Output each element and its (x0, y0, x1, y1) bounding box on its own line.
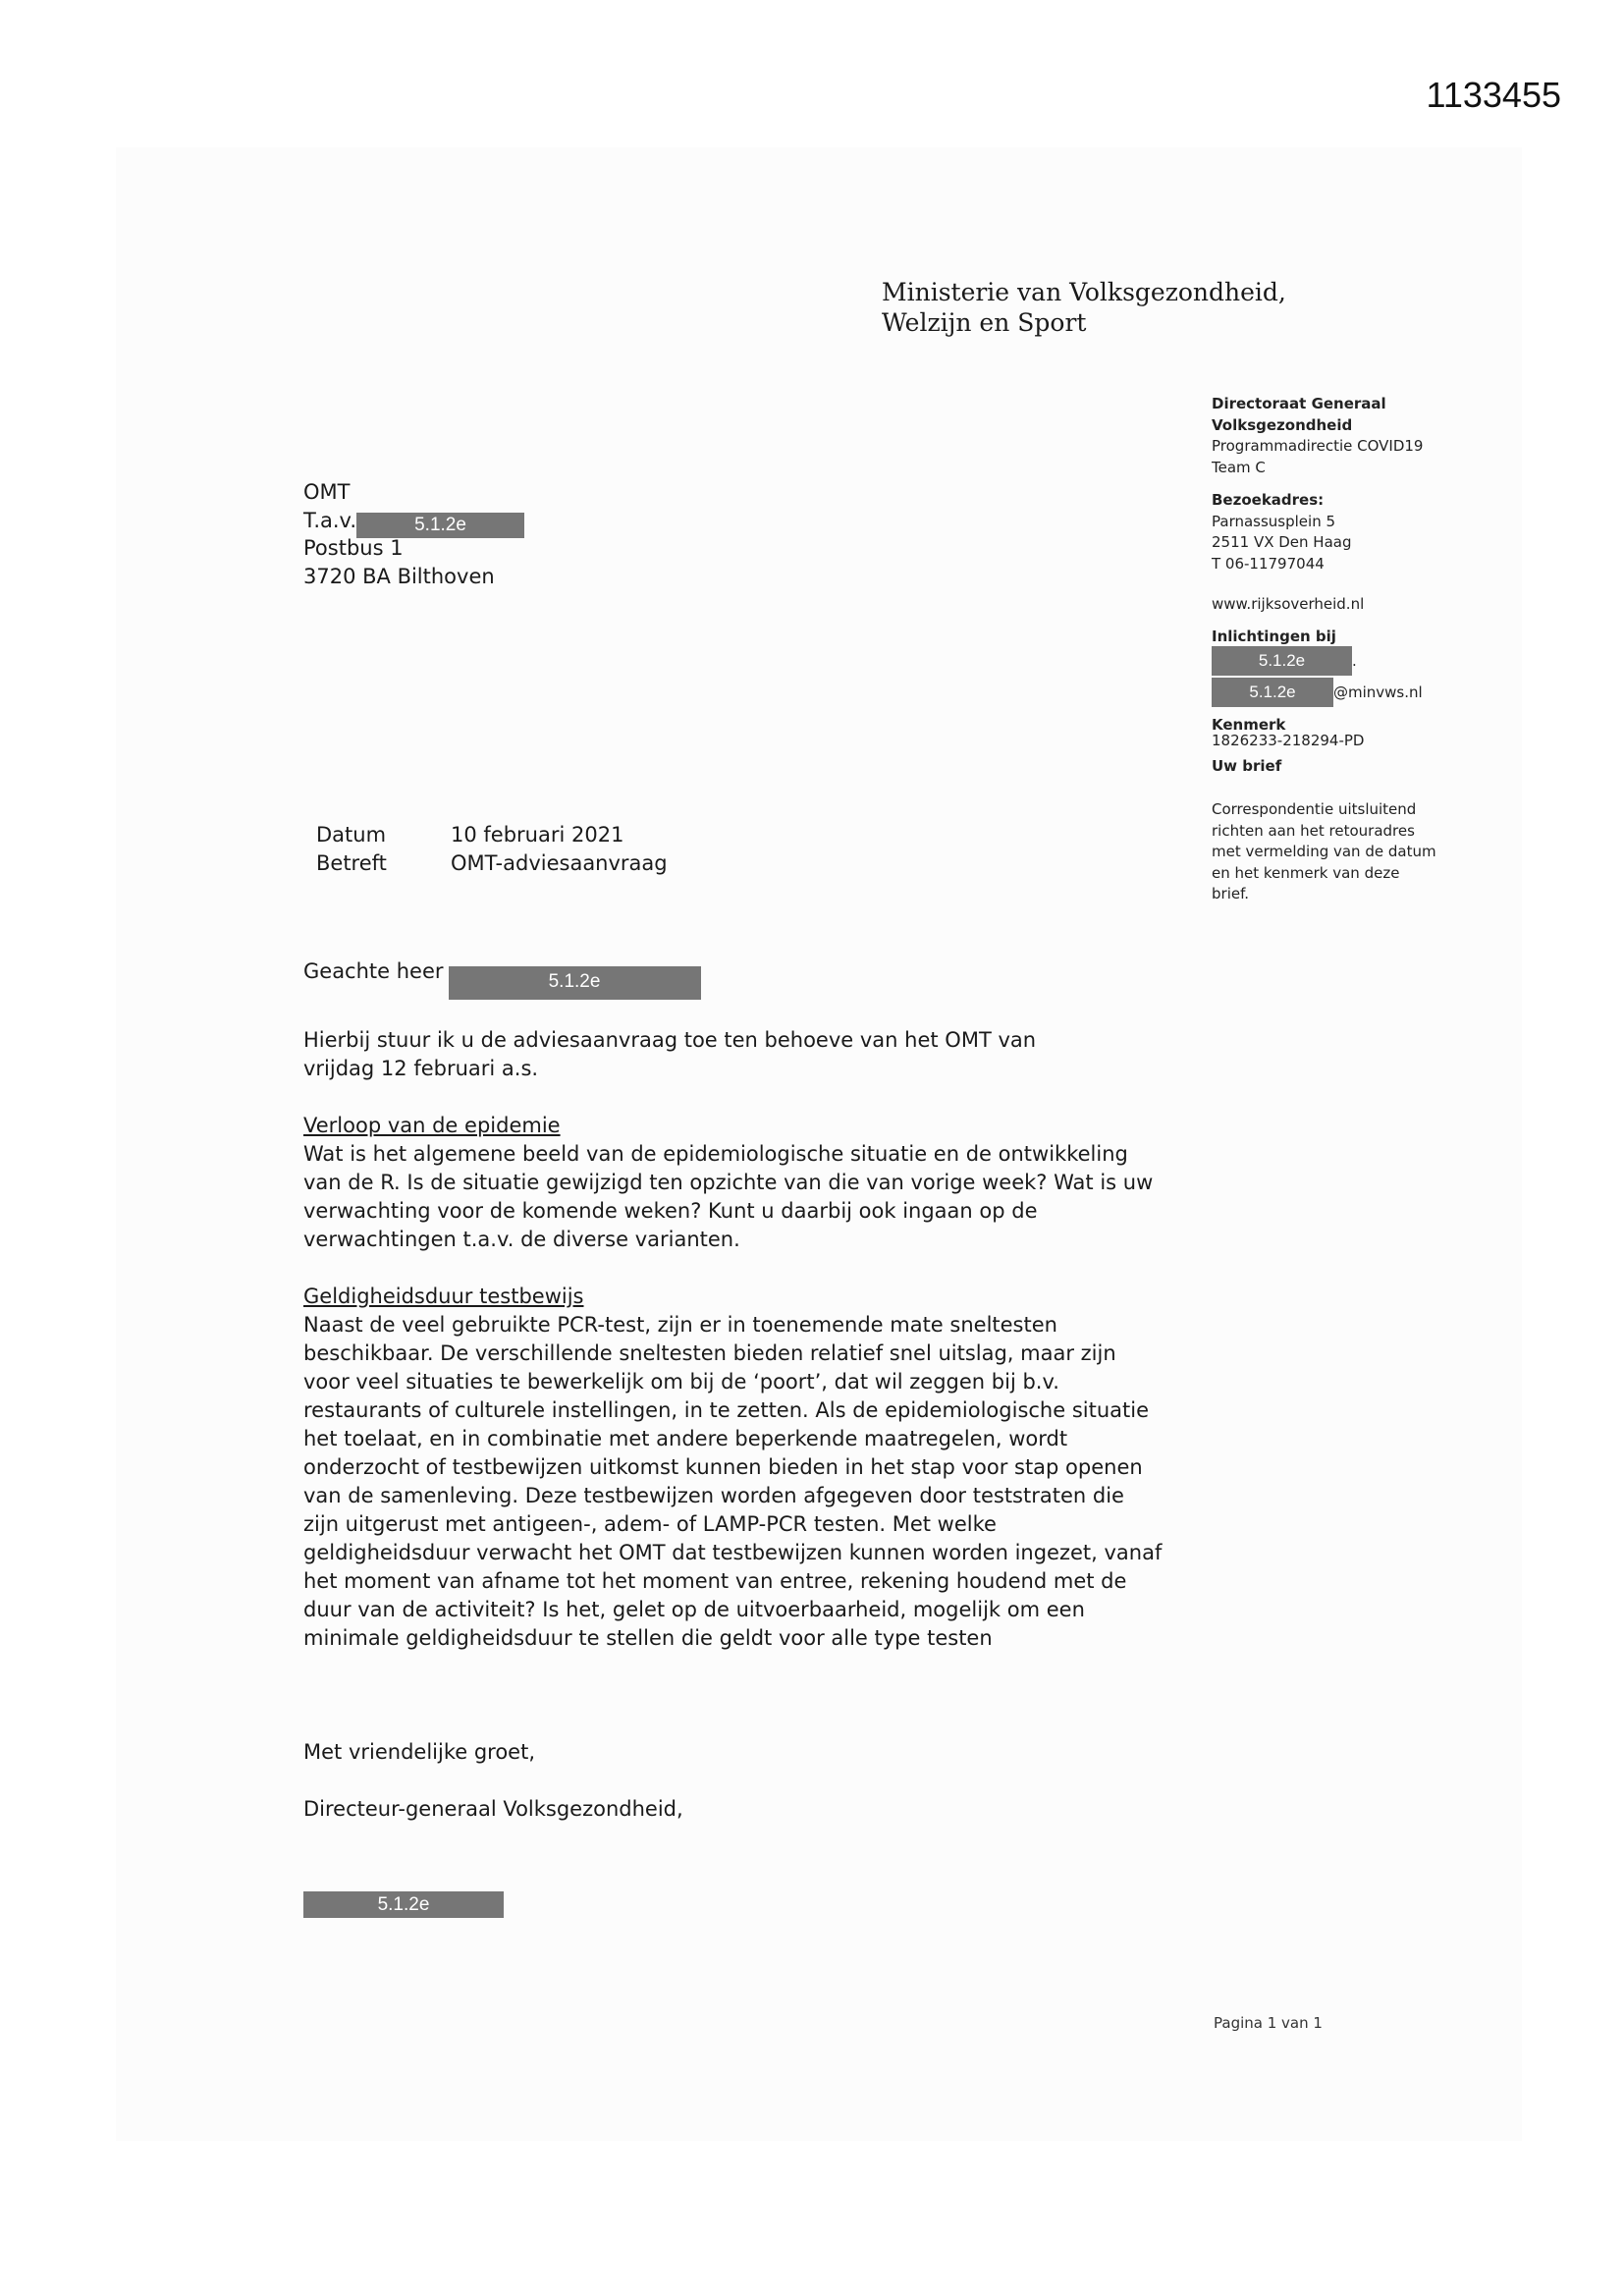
paragraph-line: verwachting voor de komende weken? Kunt u daarbij ook ingaan op de (303, 1199, 1038, 1223)
sidebar-visit-line1: Parnassusplein 5 (1212, 512, 1336, 530)
page-indicator: Pagina 1 van 1 (1214, 2014, 1323, 2032)
sidebar-visit-block (1212, 490, 1352, 574)
sidebar-note-line5: brief. (1212, 885, 1250, 902)
letterhead (882, 277, 1286, 338)
redaction-box: 5.1.2e (449, 966, 701, 1000)
closing: Met vriendelijke groet, (303, 1740, 536, 1764)
sidebar-note-line4: en het kenmerk van deze (1212, 863, 1400, 882)
sidebar-org-block (1212, 394, 1423, 478)
letter-body (303, 957, 1226, 1824)
paragraph-line: van de R. Is de situatie gewijzigd ten opzichte van die van vorige week? Wat is uw (303, 1171, 1154, 1194)
sidebar-ref-block (1212, 717, 1365, 748)
sidebar-visit-line2: 2511 VX Den Haag (1212, 533, 1352, 551)
subject-row (316, 849, 668, 878)
email-suffix[interactable]: @minvws.nl (1333, 683, 1423, 701)
attention-label: T.a.v. (303, 508, 357, 532)
sidebar-visit-heading: Bezoekadres: (1212, 491, 1325, 509)
subject-label: Betreft (316, 850, 387, 875)
sidebar-info-heading (1212, 627, 1336, 648)
sidebar-org-line4: Team C (1212, 458, 1266, 476)
section-heading-text: Geldigheidsduur testbewijs (303, 1285, 584, 1308)
sidebar-org-line3: Programmadirectie COVID19 (1212, 437, 1424, 455)
recipient-postbox: Postbus 1 (303, 536, 404, 560)
sidebar-info-contact2 (1212, 678, 1423, 707)
sidebar-your-letter (1212, 756, 1281, 778)
paragraph-line: minimale geldigheidsduur te stellen die geldt voor alle type testen (303, 1626, 993, 1650)
paragraph-line: duur van de activiteit? Is het, gelet op de uitvoerbaarheid, mogelijk om een (303, 1598, 1085, 1621)
section-heading-text: Verloop van de epidemie (303, 1114, 561, 1137)
subject-value: OMT-adviesaanvraag (451, 850, 668, 875)
redaction-box: 5.1.2e (1212, 646, 1352, 676)
recipient-org: OMT (303, 480, 351, 504)
document-number: 1133455 (1426, 75, 1561, 115)
info-dot: . (1352, 652, 1357, 670)
paragraph-line: het toelaat, en in combinatie met andere beperkende maatregelen, wordt (303, 1427, 1068, 1450)
paragraph-line: restaurants of culturele instellingen, in te zetten. Als de epidemiologische situatie (303, 1398, 1150, 1422)
intro-line: Hierbij stuur ik u de adviesaanvraag toe ten behoeve van het OMT van (303, 1028, 1037, 1052)
signatory-title: Directeur-generaal Volksgezondheid, (303, 1797, 683, 1821)
paragraph-line: zijn uitgerust met antigeen-, adem- of LAMP-PCR testen. Met welke (303, 1512, 997, 1536)
paragraph-line: voor veel situaties te bewerkelijk om bij de ‘poort’, dat wil zeggen bij b.v. (303, 1370, 1059, 1394)
date-label: Datum (316, 823, 387, 847)
ministry-name-line2: Welzijn en Sport (882, 308, 1087, 337)
your-letter-heading: Uw brief (1212, 757, 1282, 775)
section-heading (303, 1283, 1226, 1311)
sidebar-note-line1: Correspondentie uitsluitend (1212, 800, 1417, 818)
redaction-box: 5.1.2e (1212, 678, 1333, 707)
sidebar-ref-heading: Kenmerk (1212, 716, 1286, 734)
salutation (303, 957, 1226, 1000)
paragraph-line: het moment van afname tot het moment van entree, rekening houdend met de (303, 1569, 1127, 1593)
recipient-city: 3720 BA Bilthoven (303, 564, 495, 588)
sidebar-note-line2: richten aan het retouradres (1212, 821, 1415, 840)
paragraph-line: geldigheidsduur verwacht het OMT dat testbewijzen kunnen worden ingezet, vanaf (303, 1541, 1163, 1564)
info-heading-text: Inlichtingen bij (1212, 628, 1336, 645)
sidebar-org-line2: Volksgezondheid (1212, 415, 1353, 434)
signature-redaction: 5.1.2e (303, 1891, 504, 1918)
paragraph-line: Naast de veel gebruikte PCR-test, zijn er in toenemende mate sneltesten (303, 1313, 1057, 1337)
sidebar-note (1212, 799, 1436, 905)
sidebar-website[interactable]: www.rijksoverheid.nl (1212, 595, 1365, 613)
recipient-address (303, 478, 524, 590)
sidebar-visit-line3: T 06-11797044 (1212, 554, 1325, 573)
intro-line: vrijdag 12 februari a.s. (303, 1057, 539, 1080)
date-value: 10 februari 2021 (451, 823, 624, 847)
paragraph-line: beschikbaar. De verschillende sneltesten bieden relatief snel uitslag, maar zijn (303, 1341, 1116, 1365)
ministry-name-line1: Ministerie van Volksgezondheid, (882, 278, 1286, 306)
sidebar-info-contact1 (1212, 646, 1357, 676)
sidebar-ref-value: 1826233-218294-PD (1212, 732, 1365, 749)
recipient-attention (303, 507, 524, 535)
paragraph-line: verwachtingen t.a.v. de diverse varianten. (303, 1228, 740, 1251)
paragraph-line: Wat is het algemene beeld van de epidemiologische situatie en de ontwikkeling (303, 1142, 1128, 1166)
letter-meta (316, 821, 668, 877)
section-heading (303, 1112, 1226, 1140)
salutation-text: Geachte heer (303, 959, 444, 983)
paragraph-line: onderzocht of testbewijzen uitkomst kunnen bieden in het stap voor stap openen (303, 1455, 1143, 1479)
redaction-box: 5.1.2e (356, 513, 524, 538)
sidebar-note-line3: met vermelding van de datum (1212, 843, 1436, 860)
paragraph-line: van de samenleving. Deze testbewijzen worden afgegeven door teststraten die (303, 1484, 1124, 1507)
sidebar-org-line1: Directoraat Generaal (1212, 395, 1386, 412)
date-row (316, 821, 668, 849)
